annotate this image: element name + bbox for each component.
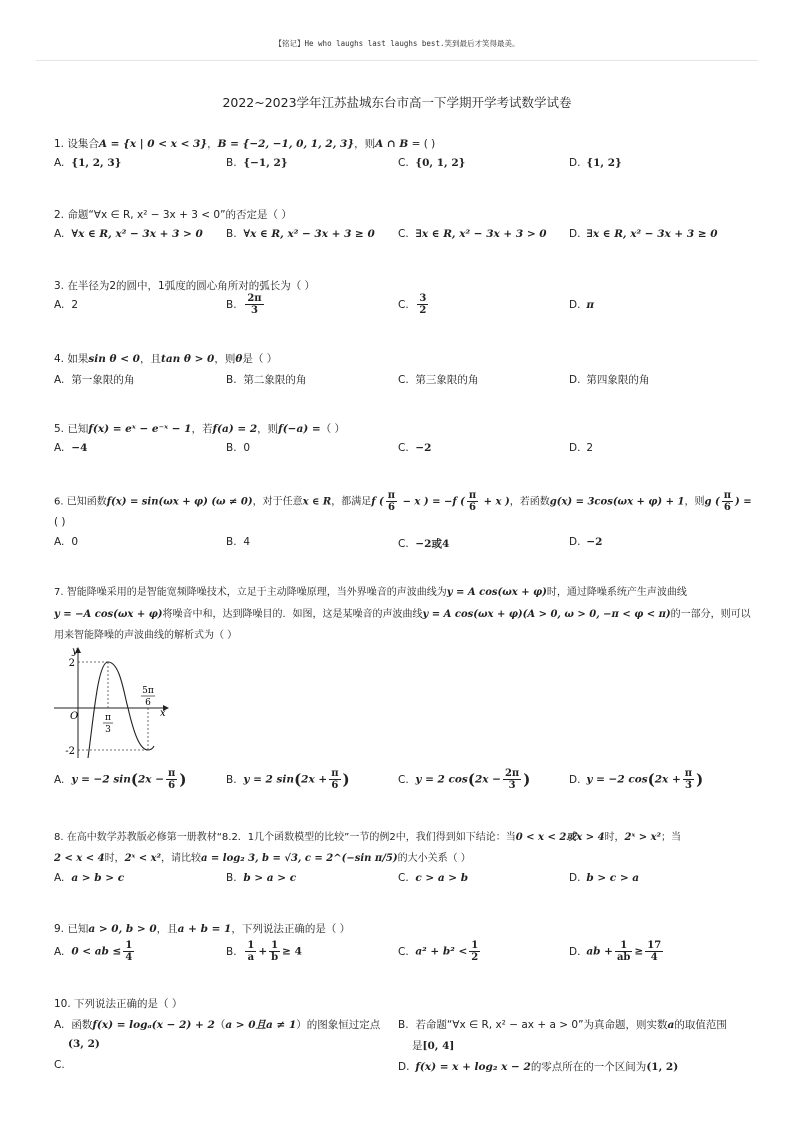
option-letter: D. <box>569 442 581 454</box>
q10-b-range: [0, 4] <box>422 1040 455 1052</box>
option-letter: D. <box>569 536 581 548</box>
option-letter: B. <box>226 442 237 454</box>
q8-text: ，请比较 <box>160 853 201 864</box>
fraction-numerator: 1 <box>615 940 632 952</box>
q5-option-d[interactable] <box>569 442 593 454</box>
q10-b-text: 若命题“∀x ∈ R, x² − ax + a > 0”为真命题，则实数 <box>415 1019 668 1031</box>
q7-text: 将噪音中和，达到降噪目的．如图，这是某噪音的声波曲线 <box>162 609 423 620</box>
q9-condition: a > 0, b > 0 <box>88 923 157 935</box>
option-letter: B. <box>226 374 237 386</box>
q1-set-a: A = {x | 0 < x < 3} <box>98 138 208 150</box>
fraction-denominator: 6 <box>387 502 395 513</box>
fraction-denominator: 6 <box>168 780 176 791</box>
option-letter: C. <box>398 374 409 386</box>
q7-a-pre: y = −2 sin <box>71 773 131 786</box>
open-paren: ( <box>647 770 655 789</box>
option-letter: C. <box>398 945 409 958</box>
q9-stem-text: ，且 <box>156 923 178 935</box>
fraction-numerator: π <box>468 490 477 501</box>
question-10-options <box>54 1017 744 1079</box>
option-letter: B. <box>226 298 237 311</box>
q1-intersection: A ∩ B <box>375 138 409 150</box>
fraction-numerator: 3 <box>419 293 427 304</box>
tick-label-5pi-over-6-den: 6 <box>145 698 151 708</box>
q4-option-a-text: 第一象限的角 <box>71 374 135 386</box>
fraction-denominator: 6 <box>469 502 476 513</box>
q6-option-c[interactable] <box>398 536 449 551</box>
q6-domain: x ∈ R <box>302 496 332 508</box>
q4-option-b-text: 第二象限的角 <box>243 374 307 386</box>
fraction-numerator: 1 <box>471 940 479 951</box>
question-3-stem: 3. 在半径为2的圆中，1弧度的圆心角所对的弧长为（ ） <box>54 280 316 292</box>
q9-b-fraction-1 <box>245 940 256 963</box>
q7-c-pre: y = 2 cos <box>415 773 468 786</box>
q10-d-range: (1, 2) <box>646 1061 679 1073</box>
q1-comma: ， <box>207 138 218 150</box>
q1-option-a-text: {1, 2, 3} <box>71 157 122 169</box>
q9-stem-text: 9. 已知 <box>54 923 89 935</box>
option-letter: D. <box>569 773 581 786</box>
q3-option-a-text: 2 <box>71 299 79 311</box>
question-8-line-1 <box>54 830 744 846</box>
question-7-line-3: 用来智能降噪的声波曲线的解析式为（ ） <box>54 630 238 641</box>
wave-curve <box>88 662 154 758</box>
q8-math: 2ˣ > x² <box>624 832 661 843</box>
q7-d-inner: 2x + <box>654 773 681 786</box>
option-letter: D. <box>569 228 581 240</box>
q6-symmetry: + x ) <box>480 496 510 508</box>
q4-option-a[interactable] <box>54 372 134 387</box>
q6-fraction <box>467 490 478 513</box>
option-letter: A. <box>54 374 65 386</box>
question-2-stem: 2. 命题“∀x ∈ R, x² − 3x + 3 < 0”的否定是（ ） <box>54 209 292 221</box>
q3-option-c-fraction <box>417 293 428 316</box>
q8-option-a-text: a > b > c <box>71 872 125 884</box>
q7-option-c[interactable] <box>398 768 530 791</box>
fraction-numerator: 1 <box>125 940 133 951</box>
fraction-denominator: 3 <box>251 305 258 316</box>
q4-option-c-text: 第三象限的角 <box>415 374 479 386</box>
question-2-options <box>54 228 744 246</box>
q9-d-pre: ab + <box>586 945 613 958</box>
fraction-numerator: 1 <box>269 940 280 952</box>
q8-option-c[interactable] <box>398 872 468 884</box>
q1-option-c-text: {0, 1, 2} <box>415 157 466 169</box>
q7-math: y = −A cos(ωx + φ) <box>54 609 163 620</box>
option-letter: C. <box>398 442 409 454</box>
option-letter: C. <box>398 228 409 240</box>
option-letter: B. <box>226 945 237 958</box>
q10-d-math: f(x) = x + log₂ x − 2 <box>415 1061 531 1073</box>
q3-option-b[interactable] <box>226 293 266 316</box>
q9-b-fraction-2 <box>269 940 280 963</box>
fraction-numerator: 1 <box>247 940 255 951</box>
q7-math: y = A cos(ωx + φ) <box>446 587 547 598</box>
q10-option-c[interactable] <box>54 1059 68 1071</box>
q8-text: 时， <box>104 853 125 864</box>
tick-label-5pi-over-6-num: 5π <box>142 686 154 696</box>
q3-option-b-fraction <box>245 293 263 316</box>
q7-c-fraction <box>503 768 521 791</box>
question-1-options <box>54 157 744 175</box>
question-7-options <box>54 768 744 798</box>
q4-option-d[interactable] <box>569 372 649 387</box>
q6-ask: ) = <box>735 496 752 508</box>
fraction-denominator: 4 <box>650 952 658 963</box>
q10-option-b[interactable] <box>398 1017 727 1032</box>
q7-option-b[interactable] <box>226 768 350 791</box>
q4-stem-text: 是（ ） <box>242 353 278 365</box>
q10-a-text: ）的图象恒过定点 <box>296 1019 381 1031</box>
option-letter: D. <box>398 1061 410 1073</box>
q9-sum: a + b = 1 <box>177 923 232 935</box>
q9-d-fraction-2 <box>645 940 663 963</box>
q5-stem-text: （ ） <box>320 423 346 435</box>
q7-b-inner: 2x + <box>301 773 328 786</box>
q10-a-text: （ <box>214 1019 226 1031</box>
q6-stem-text: ，则 <box>684 496 705 508</box>
question-4-stem <box>54 351 744 367</box>
y-max-label: 2 <box>68 658 75 669</box>
q7-a-fraction <box>166 768 177 791</box>
q7-wave-graph <box>50 644 175 762</box>
q7-option-a[interactable] <box>54 768 186 791</box>
question-5-options <box>54 442 744 460</box>
open-paren: ( <box>467 770 475 789</box>
q9-option-b[interactable] <box>226 940 302 963</box>
option-letter: A. <box>54 945 65 958</box>
q3-option-a[interactable] <box>54 299 78 311</box>
fraction-numerator: π <box>387 490 396 501</box>
q7-text: 时，通过降噪系统产生声波曲线 <box>546 587 687 598</box>
q9-option-c[interactable] <box>398 940 482 963</box>
q8-option-b-text: b > a > c <box>243 872 297 884</box>
q5-option-a[interactable] <box>54 442 87 454</box>
q5-option-c-text: −2 <box>415 442 432 454</box>
q7-c-inner: 2x − <box>474 773 501 786</box>
tick-label-pi-over-3-num: π <box>105 713 111 723</box>
option-letter: A. <box>54 872 65 884</box>
fraction-denominator: 4 <box>125 952 133 963</box>
q10-a-point: (3, 2) <box>68 1038 100 1050</box>
q6-fraction <box>722 490 733 513</box>
q1-option-d[interactable] <box>569 157 622 169</box>
q9-d-ge: ≥ <box>634 945 644 958</box>
fraction-numerator: 17 <box>647 940 662 951</box>
option-letter: C. <box>54 1059 65 1071</box>
q10-a-math: f(x) = logₐ(x − 2) + 2 <box>92 1019 215 1031</box>
option-letter: C. <box>398 872 409 884</box>
q10-option-b-range <box>412 1038 454 1053</box>
q6-option-d-text: −2 <box>586 536 603 548</box>
q8-option-d-text: b > c > a <box>586 872 640 884</box>
y-min-label: -2 <box>65 746 75 757</box>
q7-text: 的一部分，则可以 <box>670 609 751 620</box>
q10-b-text: 是 <box>412 1040 423 1052</box>
question-1-stem <box>54 136 744 152</box>
q1-stem-text: 1. 设集合 <box>54 138 99 150</box>
option-letter: C. <box>398 298 409 311</box>
q3-option-d-text: π <box>586 299 595 311</box>
question-3-options <box>54 293 744 323</box>
q6-option-b-text: 4 <box>243 536 251 548</box>
q6-option-a[interactable] <box>54 536 78 548</box>
fraction-numerator: π <box>168 768 176 779</box>
q9-c-fraction <box>469 940 480 963</box>
option-letter: A. <box>54 773 65 786</box>
q8-text: 8. 在高中数学苏教版必修第一册教材“8.2．1几个函数模型的比较”一节的例2中，我们得到如下结论：当 <box>54 832 516 843</box>
question-8-options <box>54 872 744 890</box>
q7-b-pre: y = 2 sin <box>243 773 295 786</box>
question-9-options <box>54 940 744 968</box>
q5-option-c[interactable] <box>398 442 431 454</box>
q1-tail-2: = ( ) <box>408 138 436 150</box>
q6-option-a-text: 0 <box>71 536 79 548</box>
q7-option-d[interactable] <box>569 768 703 791</box>
question-8-line-2 <box>54 851 744 867</box>
q8-math: 0 < x < 2或x > 4 <box>515 832 605 843</box>
fraction-denominator: 2 <box>471 952 479 963</box>
fraction-denominator: 6 <box>723 502 731 513</box>
q1-option-b-text: {−1, 2} <box>243 157 288 169</box>
q4-stem-text: 4. 如果 <box>54 353 89 365</box>
option-letter: C. <box>398 157 409 169</box>
q10-b-var: a <box>667 1019 675 1031</box>
q9-c-pre: a² + b² < <box>415 945 468 958</box>
q1-tail: ，则 <box>354 138 376 150</box>
q8-text: ；当 <box>660 832 681 843</box>
option-letter: C. <box>398 773 409 786</box>
q7-text: 7. 智能降噪采用的是智能宽频降噪技术，立足于主动降噪原理，当外界噪音的声波曲线为 <box>54 587 447 598</box>
q6-symmetry: − x ) = −f ( <box>399 496 465 508</box>
q6-stem-text: ，若函数 <box>509 496 550 508</box>
fraction-denominator: ab <box>616 952 631 963</box>
q5-condition: f(a) = 2 <box>212 423 258 435</box>
q5-stem-text: ，若 <box>191 423 213 435</box>
open-paren: ( <box>294 770 302 789</box>
origin-label: O <box>70 711 79 722</box>
q2-option-c[interactable] <box>398 228 547 240</box>
option-letter: D. <box>569 299 581 311</box>
q6-option-d[interactable] <box>569 536 602 548</box>
q10-a-math: a > 0且a ≠ 1 <box>225 1019 297 1031</box>
q6-fraction <box>386 490 397 513</box>
q9-option-a[interactable] <box>54 940 136 963</box>
question-7-line-2 <box>54 607 751 623</box>
q10-option-d[interactable] <box>398 1059 678 1074</box>
q8-math: 2 < x < 4 <box>54 853 105 864</box>
q2-option-d[interactable] <box>569 228 718 240</box>
fraction-denominator: 3 <box>684 780 692 791</box>
q10-b-text: 的取值范围 <box>674 1019 727 1031</box>
q7-b-fraction <box>329 768 340 791</box>
q9-option-d[interactable] <box>569 940 665 963</box>
option-letter: B. <box>226 536 237 548</box>
option-letter: B. <box>226 872 237 884</box>
q6-ask: g ( <box>704 496 720 508</box>
q4-stem-text: ，则 <box>214 353 236 365</box>
q2-option-a-text: ∀x ∈ R, x² − 3x + 3 > 0 <box>71 228 203 240</box>
q1-set-b: B = {−2, −1, 0, 1, 2, 3} <box>217 138 355 150</box>
q1-option-d-text: {1, 2} <box>586 157 622 169</box>
y-axis-label: y <box>72 646 78 657</box>
q4-option-b[interactable] <box>226 372 306 387</box>
x-axis-label: x <box>160 708 166 719</box>
q8-option-d[interactable] <box>569 872 639 884</box>
q10-d-text: 的零点所在的一个区间为 <box>530 1061 647 1073</box>
q6-option-b[interactable] <box>226 536 250 548</box>
q2-option-d-text: ∃x ∈ R, x² − 3x + 3 ≥ 0 <box>586 228 718 240</box>
question-6-options <box>54 536 744 554</box>
q5-function: f(x) = eˣ − e⁻ˣ − 1 <box>88 423 192 435</box>
q10-option-a-point <box>68 1038 100 1050</box>
q8-text: 的大小关系（ ） <box>397 853 471 864</box>
q10-a-text: 函数 <box>71 1019 93 1031</box>
q8-option-c-text: c > a > b <box>415 872 469 884</box>
q7-d-fraction <box>683 768 694 791</box>
q4-condition-1: sin θ < 0 <box>88 353 140 365</box>
question-7-line-1 <box>54 585 744 601</box>
q5-option-a-text: −4 <box>71 442 88 454</box>
q2-option-b-text: ∀x ∈ R, x² − 3x + 3 ≥ 0 <box>243 228 375 240</box>
q6-option-c-text: −2或4 <box>415 538 450 550</box>
option-letter: A. <box>54 442 65 454</box>
option-letter: B. <box>226 228 237 240</box>
question-4-options <box>54 372 744 390</box>
fraction-numerator: 2π <box>504 768 520 779</box>
fraction-numerator: 2π <box>247 293 262 304</box>
q1-option-c[interactable] <box>398 157 465 169</box>
q8-option-b[interactable] <box>226 872 296 884</box>
option-letter: D. <box>569 374 581 386</box>
q8-text: 时， <box>604 832 625 843</box>
q8-option-a[interactable] <box>54 872 124 884</box>
question-9-stem <box>54 921 744 937</box>
q2-option-b[interactable] <box>226 228 375 240</box>
q5-option-b[interactable] <box>226 442 250 454</box>
q3-option-d[interactable] <box>569 299 594 311</box>
q5-option-b-text: 0 <box>243 442 251 454</box>
fraction-numerator: π <box>723 490 732 501</box>
q1-option-a[interactable] <box>54 157 121 169</box>
q2-option-a[interactable] <box>54 228 203 240</box>
fraction-numerator: π <box>684 768 693 779</box>
q6-stem-text: ，都满足 <box>331 496 372 508</box>
q8-math: a = log₂ 3, b = √3, c = 2^(−sin π/5) <box>200 853 398 864</box>
q4-condition-2: tan θ > 0 <box>160 353 215 365</box>
fraction-denominator: 2 <box>419 305 427 316</box>
close-paren: ) <box>342 770 350 789</box>
question-10-stem: 10. 下列说法正确的是（ ） <box>54 998 183 1010</box>
option-letter: B. <box>226 773 237 786</box>
q4-variable: θ <box>235 353 243 365</box>
q6-stem-text: ，对于任意 <box>252 496 303 508</box>
q9-a-pre: 0 < ab ≤ <box>71 945 122 958</box>
q3-option-c[interactable] <box>398 293 430 316</box>
q4-stem-text: ，且 <box>139 353 161 365</box>
fraction-denominator: 3 <box>508 780 516 791</box>
q5-stem-text: ，则 <box>257 423 279 435</box>
q8-math: 2ˣ < x² <box>124 853 161 864</box>
option-letter: B. <box>398 1019 409 1031</box>
q9-b-post: ≥ 4 <box>282 945 302 958</box>
close-paren: ) <box>696 770 704 789</box>
option-letter: C. <box>398 538 409 550</box>
question-6-stem <box>54 490 752 513</box>
q9-a-fraction <box>123 940 134 963</box>
q6-stem-text: 6. 已知函数 <box>54 496 107 508</box>
q7-a-inner: 2x − <box>137 773 164 786</box>
option-letter: A. <box>54 157 65 169</box>
q5-stem-text: 5. 已知 <box>54 423 89 435</box>
page-title: 2022~2023学年江苏盐城东台市高一下学期开学考试数学试卷 <box>222 95 572 110</box>
q6-g-function: g(x) = 3cos(ωx + φ) + 1 <box>549 496 685 508</box>
open-paren: ( <box>130 770 138 789</box>
close-paren: ) <box>179 770 187 789</box>
fraction-denominator: 6 <box>331 780 339 791</box>
option-letter: B. <box>226 157 237 169</box>
q4-option-c[interactable] <box>398 372 478 387</box>
q9-stem-text: ，下列说法正确的是（ ） <box>231 923 351 935</box>
fraction-numerator: π <box>331 768 339 779</box>
question-5-stem <box>54 421 744 437</box>
fraction-denominator: a <box>247 952 255 963</box>
q9-d-fraction-1 <box>615 940 632 963</box>
header-divider <box>36 60 758 61</box>
option-letter: A. <box>54 228 65 240</box>
q1-option-b[interactable] <box>226 157 288 169</box>
question-6-paren: ( ) <box>54 516 66 528</box>
q5-option-d-text: 2 <box>586 442 594 454</box>
fraction-denominator: b <box>271 952 279 963</box>
option-letter: A. <box>54 536 65 548</box>
close-paren: ) <box>523 770 531 789</box>
q4-option-d-text: 第四象限的角 <box>586 374 650 386</box>
option-letter: A. <box>54 299 65 311</box>
q7-d-pre: y = −2 cos <box>586 773 648 786</box>
option-letter: D. <box>569 872 581 884</box>
header-note: 【铭记】He who laughs last laughs best.笑到最后才笑得最美。 <box>274 39 520 48</box>
tick-label-pi-over-3-den: 3 <box>105 725 111 735</box>
q7-math: y = A cos(ωx + φ)(A > 0, ω > 0, −π < φ < π) <box>422 609 671 620</box>
option-letter: D. <box>569 157 581 169</box>
option-letter: D. <box>569 945 581 958</box>
q5-ask: f(−a) = <box>278 423 321 435</box>
q6-symmetry: f ( <box>371 496 384 508</box>
q9-b-plus: + <box>258 945 268 958</box>
q6-function: f(x) = sin(ωx + φ) (ω ≠ 0) <box>106 496 253 508</box>
q2-option-c-text: ∃x ∈ R, x² − 3x + 3 > 0 <box>415 228 547 240</box>
q10-option-a[interactable] <box>54 1017 380 1032</box>
option-letter: A. <box>54 1019 65 1031</box>
